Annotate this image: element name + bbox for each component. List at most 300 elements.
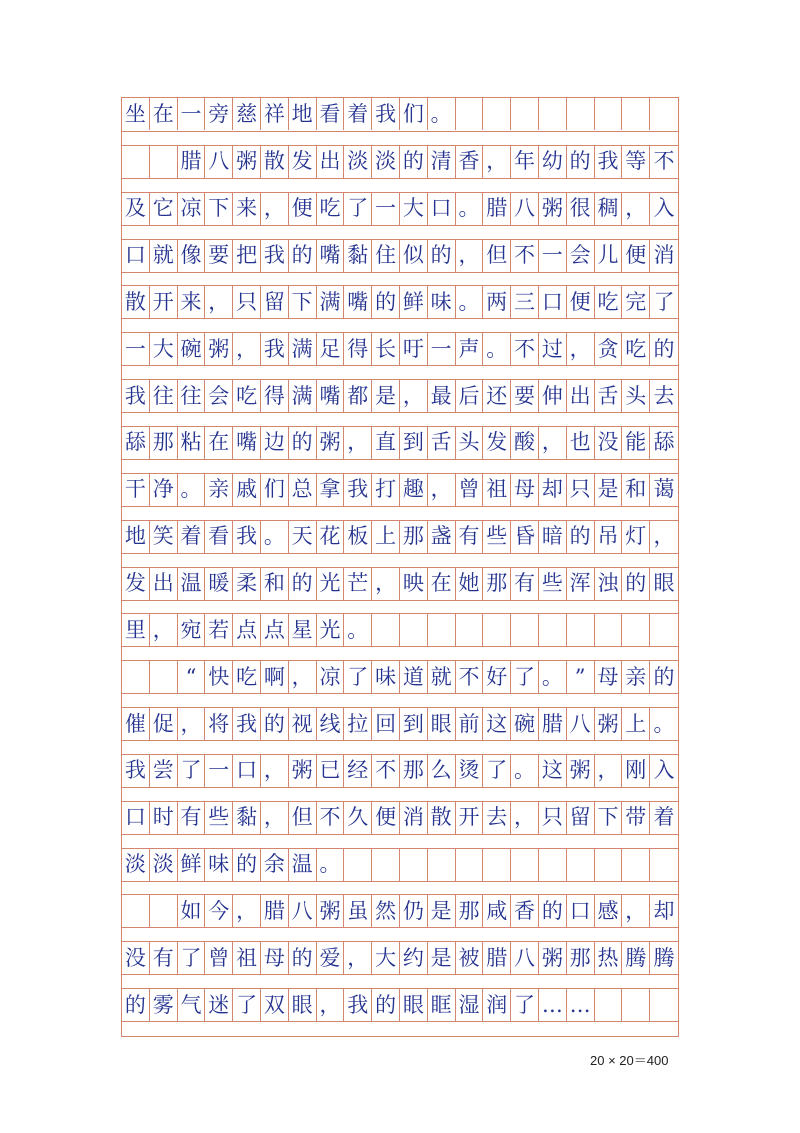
grid-cell: 我 xyxy=(233,708,261,740)
grid-cell: ， xyxy=(233,895,261,927)
row-spacer-line xyxy=(122,740,678,741)
grid-cell: 不 xyxy=(372,755,400,787)
grid-cell: 很 xyxy=(567,193,595,225)
row-spacer-line xyxy=(122,974,678,975)
grid-cell: ， xyxy=(317,989,345,1021)
grid-cell xyxy=(456,614,484,646)
grid-cell: 的 xyxy=(289,568,317,600)
grid-row xyxy=(122,894,678,927)
grid-row xyxy=(122,801,678,834)
grid-cell: 的 xyxy=(372,989,400,1021)
grid-cell: ， xyxy=(150,614,178,646)
grid-cell xyxy=(567,98,595,130)
grid-cell: 儿 xyxy=(595,240,623,272)
grid-cell: 润 xyxy=(483,989,511,1021)
row-spacer-line xyxy=(122,178,678,179)
grid-cell: 点 xyxy=(233,614,261,646)
grid-cell: 吁 xyxy=(400,333,428,365)
grid-cell: 热 xyxy=(595,942,623,974)
grid-cell: 好 xyxy=(483,661,511,693)
grid-cell: 粥 xyxy=(317,895,345,927)
grid-cell: 下 xyxy=(205,193,233,225)
grid-cell: 粥 xyxy=(317,427,345,459)
grid-cell: 我 xyxy=(344,474,372,506)
grid-cell: 久 xyxy=(344,802,372,834)
grid-cell: 不 xyxy=(511,240,539,272)
grid-cell: 腾 xyxy=(622,942,650,974)
grid-cell: 一 xyxy=(428,333,456,365)
grid-cell: 浑 xyxy=(567,568,595,600)
grid-cell xyxy=(539,98,567,130)
grid-cell: ， xyxy=(622,193,650,225)
grid-cell: 母 xyxy=(595,661,623,693)
grid-cell: 母 xyxy=(261,942,289,974)
grid-cell: 。 xyxy=(428,98,456,130)
grid-cell: 是 xyxy=(428,942,456,974)
grid-cell: 昏 xyxy=(511,521,539,553)
grid-cell: 是 xyxy=(428,895,456,927)
grid-cell: 和 xyxy=(622,474,650,506)
grid-cell: 若 xyxy=(205,614,233,646)
grid-cell: 我 xyxy=(122,380,150,412)
grid-cell: 光 xyxy=(317,614,345,646)
grid-cell: 却 xyxy=(653,898,675,923)
grid-cell: ， xyxy=(653,524,675,549)
grid-cell xyxy=(595,989,623,1021)
grid-cell: 我 xyxy=(595,146,623,178)
grid-cell: 爱 xyxy=(317,942,345,974)
grid-cell: 尝 xyxy=(150,755,178,787)
grid-cell: 。 xyxy=(178,474,206,506)
grid-cell: 是 xyxy=(595,474,623,506)
grid-cell: ， xyxy=(344,942,372,974)
grid-cell: 上 xyxy=(622,708,650,740)
grid-cell: 眼 xyxy=(400,989,428,1021)
grid-cell xyxy=(428,849,456,881)
grid-cell: 消 xyxy=(400,802,428,834)
grid-cell: 祥 xyxy=(261,98,289,130)
grid-cell xyxy=(567,614,595,646)
grid-cell: 散 xyxy=(122,286,150,318)
grid-cell: 眼 xyxy=(428,708,456,740)
grid-cell: 淡 xyxy=(150,849,178,881)
grid-cell: 。 xyxy=(317,849,345,881)
grid-row xyxy=(122,145,678,178)
grid-cell: 两 xyxy=(483,286,511,318)
grid-cell: 大 xyxy=(150,333,178,365)
grid-cell: 出 xyxy=(317,146,345,178)
grid-cell: 我 xyxy=(261,240,289,272)
grid-cell: 一 xyxy=(539,240,567,272)
grid-cell: 能 xyxy=(622,427,650,459)
grid-cell: 到 xyxy=(400,708,428,740)
grid-cell: 粥 xyxy=(205,333,233,365)
grid-cell: 约 xyxy=(400,942,428,974)
grid-cell: 但 xyxy=(289,802,317,834)
grid-cell: 口 xyxy=(233,755,261,787)
composition-grid xyxy=(121,97,679,1037)
grid-cell: 的 xyxy=(261,708,289,740)
grid-cell xyxy=(650,614,678,646)
grid-row xyxy=(122,707,678,740)
grid-cell: 。 xyxy=(261,521,289,553)
grid-cell: 宛 xyxy=(178,614,206,646)
grid-cell: 开 xyxy=(150,286,178,318)
grid-cell: 粥 xyxy=(539,193,567,225)
grid-cell: 那 xyxy=(400,521,428,553)
grid-cell: 一 xyxy=(205,755,233,787)
grid-cell: 黏 xyxy=(233,802,261,834)
grid-cell: 声 xyxy=(456,333,484,365)
grid-cell: 还 xyxy=(483,380,511,412)
grid-cell: 它 xyxy=(150,193,178,225)
grid-cell: 八 xyxy=(205,146,233,178)
row-spacer-line xyxy=(122,600,678,601)
row-spacer-line xyxy=(122,834,678,835)
grid-cell: 腊 xyxy=(178,146,206,178)
grid-cell: 了 xyxy=(344,193,372,225)
grid-cell: ， xyxy=(595,755,623,787)
grid-cell xyxy=(150,661,178,693)
grid-cell: 粥 xyxy=(595,708,623,740)
grid-cell: 雾 xyxy=(150,989,178,1021)
grid-cell: 的 xyxy=(428,240,456,272)
grid-cell: 灯 xyxy=(622,521,650,553)
grid-cell: 碗 xyxy=(511,708,539,740)
grid-cell: 虽 xyxy=(344,895,372,927)
grid-cell: 散 xyxy=(261,146,289,178)
grid-cell: 口 xyxy=(539,286,567,318)
grid-cell: 总 xyxy=(289,474,317,506)
grid-cell: 眶 xyxy=(428,989,456,1021)
grid-cell: 柔 xyxy=(233,568,261,600)
grid-cell xyxy=(456,849,484,881)
grid-cell: 粥 xyxy=(233,146,261,178)
grid-cell: 曾 xyxy=(205,942,233,974)
grid-cell: 吃 xyxy=(595,286,623,318)
grid-cell: 凉 xyxy=(178,193,206,225)
grid-cell xyxy=(428,614,456,646)
grid-cell: 没 xyxy=(595,427,623,459)
grid-cell: 住 xyxy=(372,240,400,272)
grid-cell: 那 xyxy=(400,755,428,787)
grid-cell: 慈 xyxy=(233,98,261,130)
grid-cell: 出 xyxy=(567,380,595,412)
grid-cell: ， xyxy=(622,895,650,927)
grid-cell: 了 xyxy=(483,755,511,787)
grid-cell: 腊 xyxy=(483,942,511,974)
grid-cell: 口 xyxy=(122,802,150,834)
row-spacer-line xyxy=(122,927,678,928)
grid-cell: 板 xyxy=(344,521,372,553)
grid-cell: 。 xyxy=(344,614,372,646)
grid-cell: 粥 xyxy=(539,942,567,974)
grid-cell xyxy=(595,614,623,646)
grid-row xyxy=(122,192,678,225)
grid-cell: 。 xyxy=(456,193,484,225)
grid-cell: 点 xyxy=(261,614,289,646)
grid-cell: 鲜 xyxy=(400,286,428,318)
grid-cell: 舌 xyxy=(595,380,623,412)
grid-row xyxy=(122,567,678,600)
grid-cell: 淡 xyxy=(122,849,150,881)
grid-cell: 干 xyxy=(122,474,150,506)
grid-cell xyxy=(483,614,511,646)
grid-cell: 长 xyxy=(372,333,400,365)
grid-cell: 后 xyxy=(456,380,484,412)
grid-cell xyxy=(539,849,567,881)
grid-cell: 看 xyxy=(205,521,233,553)
grid-cell: 都 xyxy=(344,380,372,412)
row-spacer-line xyxy=(122,1021,678,1022)
grid-cell xyxy=(122,661,150,693)
grid-cell: 眼 xyxy=(289,989,317,1021)
grid-cell: 促 xyxy=(150,708,178,740)
grid-cell: ， xyxy=(539,427,567,459)
grid-cell: ， xyxy=(344,427,372,459)
grid-cell: 头 xyxy=(456,427,484,459)
grid-cell: 粘 xyxy=(178,427,206,459)
grid-cell: 们 xyxy=(261,474,289,506)
grid-cell: 。 xyxy=(456,286,484,318)
grid-cell: 黏 xyxy=(344,240,372,272)
grid-cell: 腊 xyxy=(261,895,289,927)
grid-cell: ， xyxy=(178,708,206,740)
grid-cell: 些 xyxy=(205,802,233,834)
grid-cell xyxy=(622,98,650,130)
grid-cell: “ xyxy=(178,661,206,693)
grid-cell: 一 xyxy=(372,193,400,225)
grid-cell: 嘴 xyxy=(317,240,345,272)
grid-cell xyxy=(511,98,539,130)
grid-cell: 余 xyxy=(261,849,289,881)
grid-cell: 淡 xyxy=(372,146,400,178)
grid-cell: 有 xyxy=(511,568,539,600)
grid-cell xyxy=(511,614,539,646)
grid-row xyxy=(122,941,678,974)
grid-cell xyxy=(122,895,150,927)
grid-cell: 出 xyxy=(150,568,178,600)
grid-cell: 温 xyxy=(289,849,317,881)
grid-cell: 的 xyxy=(289,240,317,272)
grid-cell: 天 xyxy=(289,521,317,553)
grid-cell: 的 xyxy=(567,521,595,553)
grid-cell: 的 xyxy=(372,286,400,318)
grid-cell: 嘴 xyxy=(344,286,372,318)
row-spacer-line xyxy=(122,646,678,647)
grid-cell: 亲 xyxy=(622,661,650,693)
grid-row xyxy=(122,520,678,553)
grid-row xyxy=(122,660,678,693)
grid-cell: 淡 xyxy=(344,146,372,178)
grid-cell xyxy=(344,849,372,881)
grid-cell: 我 xyxy=(261,333,289,365)
grid-cell: 的 xyxy=(539,895,567,927)
grid-cell: 拿 xyxy=(317,474,345,506)
grid-cell: 鲜 xyxy=(178,849,206,881)
grid-cell xyxy=(150,895,178,927)
grid-cell: 凉 xyxy=(317,661,345,693)
grid-cell: 。 xyxy=(653,711,675,736)
row-spacer-line xyxy=(122,459,678,460)
grid-cell: 及 xyxy=(122,193,150,225)
grid-cell: 的 xyxy=(233,849,261,881)
grid-cell: 像 xyxy=(178,240,206,272)
grid-cell: 口 xyxy=(428,193,456,225)
grid-cell: 如 xyxy=(178,895,206,927)
grid-cell: 么 xyxy=(428,755,456,787)
grid-cell: 开 xyxy=(456,802,484,834)
grid-cell: 有 xyxy=(456,521,484,553)
grid-cell: 的 xyxy=(622,568,650,600)
grid-cell: 刚 xyxy=(622,755,650,787)
grid-cell: 消 xyxy=(653,243,675,268)
grid-cell: 戚 xyxy=(233,474,261,506)
grid-cell: 我 xyxy=(233,521,261,553)
grid-cell: 道 xyxy=(400,661,428,693)
grid-cell: 线 xyxy=(317,708,345,740)
grid-cell: 舌 xyxy=(428,427,456,459)
grid-cell: 眼 xyxy=(653,571,675,595)
grid-cell: 看 xyxy=(317,98,345,130)
grid-cell: 一 xyxy=(122,333,150,365)
grid-cell: 味 xyxy=(372,661,400,693)
grid-cell: 散 xyxy=(428,802,456,834)
grid-cell xyxy=(539,614,567,646)
grid-cell: 稠 xyxy=(595,193,623,225)
grid-cell: 母 xyxy=(511,474,539,506)
grid-cell: 去 xyxy=(483,802,511,834)
grid-cell: 把 xyxy=(233,240,261,272)
grid-cell: 了 xyxy=(511,989,539,1021)
grid-cell: 八 xyxy=(511,193,539,225)
grid-cell: 发 xyxy=(483,427,511,459)
grid-cell: ” xyxy=(567,661,595,693)
grid-cell: 将 xyxy=(205,708,233,740)
grid-row xyxy=(122,754,678,787)
grid-cell: 着 xyxy=(653,805,675,830)
grid-cell: 八 xyxy=(289,895,317,927)
grid-cell: ， xyxy=(400,380,428,412)
grid-cell: 咸 xyxy=(483,895,511,927)
grid-cell: 亲 xyxy=(205,474,233,506)
grid-cell: 大 xyxy=(400,193,428,225)
grid-cell: 不 xyxy=(511,333,539,365)
grid-cell: 。 xyxy=(539,661,567,693)
grid-cell: 往 xyxy=(178,380,206,412)
grid-cell: 些 xyxy=(539,568,567,600)
grid-cell: 地 xyxy=(289,98,317,130)
grid-cell: ， xyxy=(456,240,484,272)
grid-cell: 有 xyxy=(150,942,178,974)
grid-cell: ， xyxy=(567,333,595,365)
grid-cell: ， xyxy=(511,802,539,834)
row-spacer-line xyxy=(122,365,678,366)
grid-cell: 我 xyxy=(122,755,150,787)
grid-cell: 得 xyxy=(344,333,372,365)
grid-cell: 吊 xyxy=(595,521,623,553)
grid-cell: 便 xyxy=(622,240,650,272)
grid-cell xyxy=(456,98,484,130)
grid-cell xyxy=(122,146,150,178)
grid-cell xyxy=(511,849,539,881)
grid-cell: 那 xyxy=(567,942,595,974)
grid-cell: 烫 xyxy=(456,755,484,787)
row-spacer-line xyxy=(122,787,678,788)
grid-cell: 粥 xyxy=(567,755,595,787)
grid-cell: 光 xyxy=(317,568,345,600)
grid-cell: 便 xyxy=(567,286,595,318)
grid-cell: ， xyxy=(261,193,289,225)
grid-cell: 这 xyxy=(483,708,511,740)
grid-cell: 蔼 xyxy=(653,477,675,502)
grid-cell: 舔 xyxy=(653,430,675,455)
grid-cell xyxy=(595,849,623,881)
grid-cell: 着 xyxy=(344,98,372,130)
grid-row xyxy=(122,332,678,365)
grid-cell xyxy=(372,849,400,881)
grid-count-label: 20 × 20＝400 xyxy=(590,1053,669,1068)
grid-cell: 回 xyxy=(372,708,400,740)
grid-row xyxy=(122,988,678,1021)
grid-cell: 但 xyxy=(483,240,511,272)
grid-cell: 年 xyxy=(511,146,539,178)
row-spacer-line xyxy=(122,131,678,132)
grid-cell: ， xyxy=(233,333,261,365)
grid-cell: 来 xyxy=(178,286,206,318)
grid-cell: ， xyxy=(289,661,317,693)
grid-cell xyxy=(622,989,650,1021)
grid-cell xyxy=(567,849,595,881)
grid-cell: 满 xyxy=(289,380,317,412)
grid-cell: 舔 xyxy=(122,427,150,459)
grid-cell: 味 xyxy=(205,849,233,881)
grid-cell: 坐 xyxy=(122,98,150,130)
grid-cell: 口 xyxy=(567,895,595,927)
grid-cell: 有 xyxy=(178,802,206,834)
row-spacer-line xyxy=(122,225,678,226)
grid-cell: 们 xyxy=(400,98,428,130)
grid-cell: ， xyxy=(261,755,289,787)
grid-cell: 要 xyxy=(511,380,539,412)
grid-cell: 笑 xyxy=(150,521,178,553)
grid-cell: 气 xyxy=(178,989,206,1021)
grid-cell xyxy=(150,146,178,178)
grid-cell: 旁 xyxy=(205,98,233,130)
grid-cell: 下 xyxy=(289,286,317,318)
grid-cell: ， xyxy=(428,474,456,506)
grid-cell: 些 xyxy=(483,521,511,553)
grid-cell: 三 xyxy=(511,286,539,318)
grid-cell xyxy=(400,849,428,881)
grid-cell xyxy=(622,849,650,881)
grid-cell: 盏 xyxy=(428,521,456,553)
grid-row xyxy=(122,98,678,130)
grid-cell: 我 xyxy=(344,989,372,1021)
grid-cell: 拉 xyxy=(344,708,372,740)
grid-cell: 。 xyxy=(483,333,511,365)
grid-cell: ， xyxy=(205,286,233,318)
grid-cell xyxy=(483,98,511,130)
grid-row xyxy=(122,848,678,881)
row-spacer-line xyxy=(122,553,678,554)
grid-cell: 映 xyxy=(400,568,428,600)
grid-cell: 双 xyxy=(261,989,289,1021)
grid-cell: 芒 xyxy=(344,568,372,600)
grid-cell: 祖 xyxy=(483,474,511,506)
grid-cell: 八 xyxy=(511,942,539,974)
grid-cell: 我 xyxy=(372,98,400,130)
